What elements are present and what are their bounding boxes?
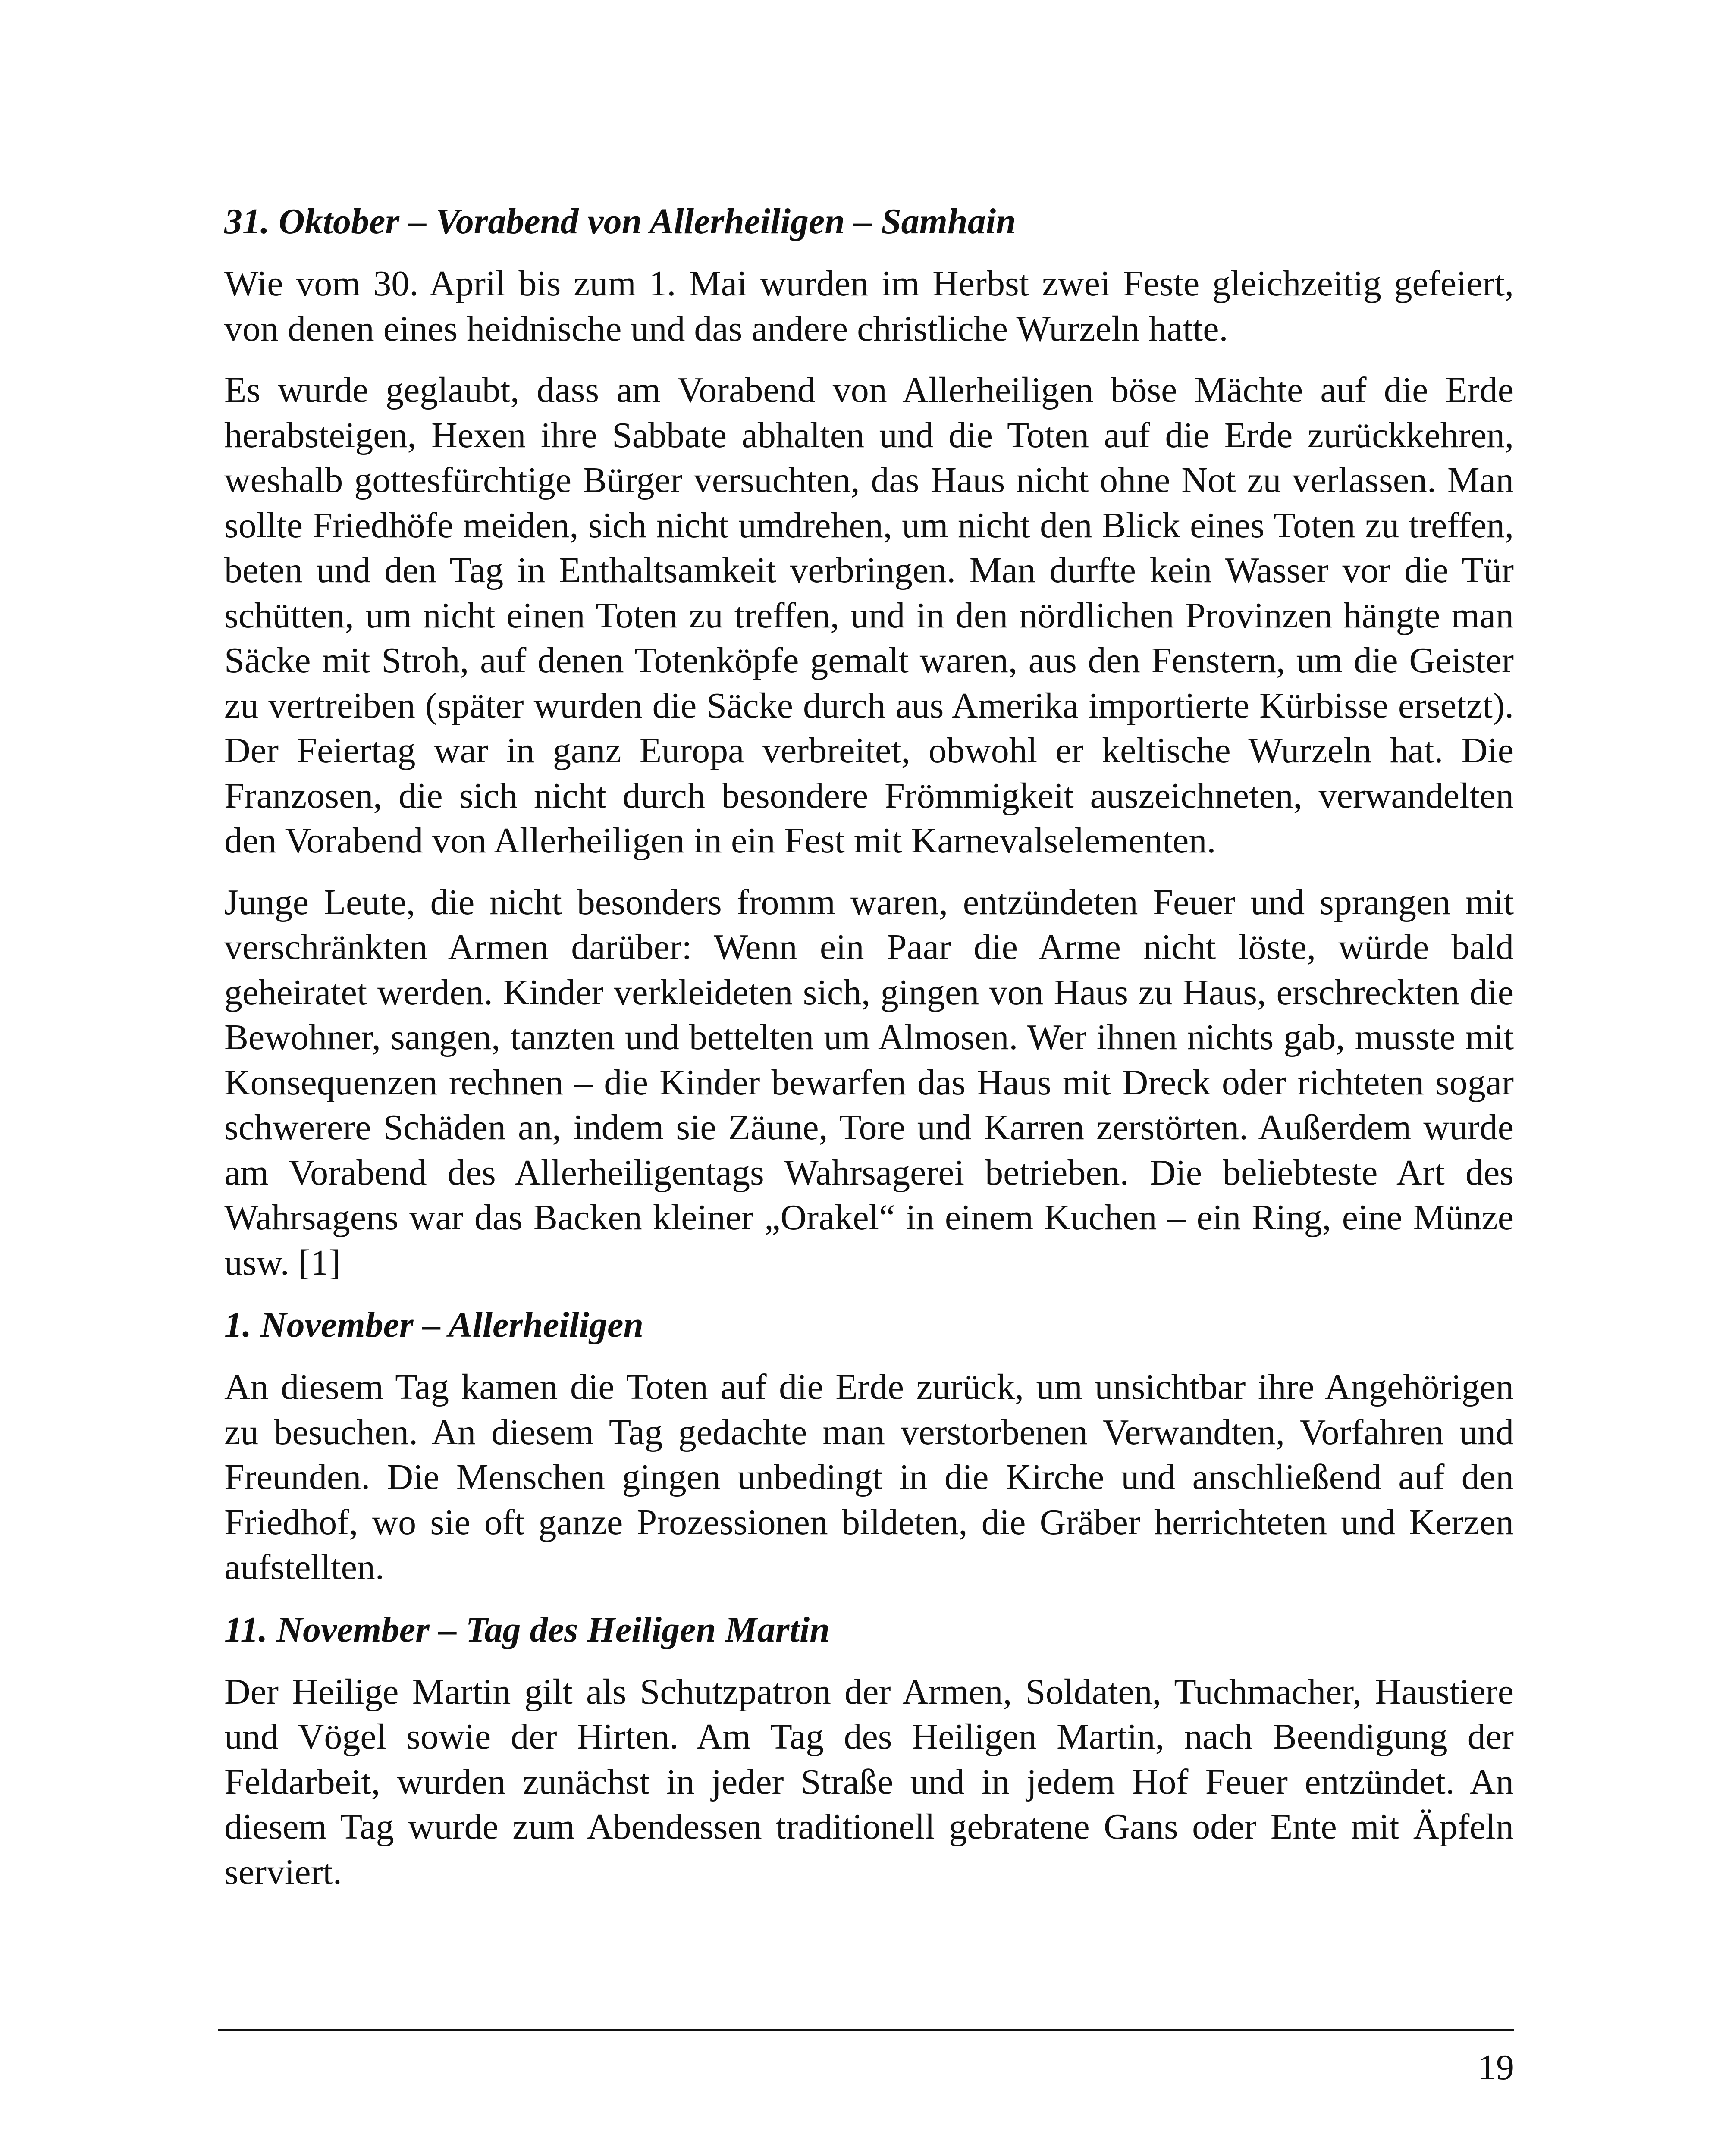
section-heading-samhain: 31. Oktober – Vorabend von Allerheiligen – Samhain (224, 201, 1016, 241)
footer-rule (218, 2029, 1514, 2031)
paragraph: Junge Leute, die nicht besonders fromm waren, entzündeten Feuer und sprangen mit verschränkten Armen darüber: Wenn ein Paar die Arme nicht löste, würde bald geheiratet werden. Kinder verkleideten sich, gingen von Haus zu Haus, erschreckten die Bewohner, sangen, tanzten und bettelten um Almosen. Wer ihnen nichts gab, musste mit Konsequenzen rechnen – die Kinder bewarfen das Haus mit Dreck oder richteten sogar schwerere Schäden an, indem sie Zäune, Tore und Karren zerstörten. Außerdem wurde am Vorabend des Allerheiligentags Wahrsagerei betrieben. Die beliebteste Art des Wahrsagens war das Backen kleiner „Orakel“ in einem Kuchen – ein Ring, eine Münze usw. [1] (224, 882, 1514, 1283)
paragraph: An diesem Tag kamen die Toten auf die Erde zurück, um unsichtbar ihre Angehörigen zu besuchen. An diesem Tag gedachte man verstorbenen Verwandten, Vorfahren und Freunden. Die Menschen gingen unbedingt in die Kirche und anschließend auf den Friedhof, wo sie oft ganze Prozessionen bildeten, die Gräber herrichteten und Kerzen aufstellten. (224, 1367, 1514, 1587)
section-heading-allerheiligen: 1. November – Allerheiligen (224, 1305, 644, 1345)
paragraph: Der Heilige Martin gilt als Schutzpatron der Armen, Soldaten, Tuchmacher, Haustiere und Vögel sowie der Hirten. Am Tag des Heiligen Martin, nach Beendigung der Feldarbeit, wurden zunächst in jeder Straße und in jedem Hof Feuer entzündet. An diesem Tag wurde zum Abendessen traditionell gebratene Gans oder Ente mit Äpfeln serviert. (224, 1671, 1514, 1892)
page-body (224, 198, 1514, 1911)
paragraph: Es wurde geglaubt, dass am Vorabend von Allerheiligen böse Mächte auf die Erde herabsteigen, Hexen ihre Sabbate abhalten und die Toten auf die Erde zurückkehren, weshalb gottesfürchtige Bürger versuchten, das Haus nicht ohne Not zu verlassen. Man sollte Friedhöfe meiden, sich nicht umdrehen, um nicht den Blick eines Toten zu treffen, beten und den Tag in Enthaltsamkeit verbringen. Man durfte kein Wasser vor die Tür schütten, um nicht einen Toten zu treffen, und in den nördlichen Provinzen hängte man Säcke mit Stroh, auf denen Totenköpfe gemalt waren, aus den Fenstern, um die Geister zu vertreiben (später wurden die Säcke durch aus Amerika importierte Kürbisse ersetzt). Der Feiertag war in ganz Europa verbreitet, obwohl er keltische Wurzeln hat. Die Franzosen, die sich nicht durch besondere Frömmigkeit auszeichneten, verwandelten den Vorabend von Allerheiligen in ein Fest mit Karnevalselementen. (224, 370, 1514, 861)
page-number: 19 (1478, 2047, 1514, 2087)
paragraph: Wie vom 30. April bis zum 1. Mai wurden im Herbst zwei Feste gleichzeitig gefeiert, von denen eines heidnische und das andere christliche Wurzeln hatte. (224, 263, 1514, 349)
section-heading-martin: 11. November – Tag des Heiligen Martin (224, 1609, 830, 1650)
